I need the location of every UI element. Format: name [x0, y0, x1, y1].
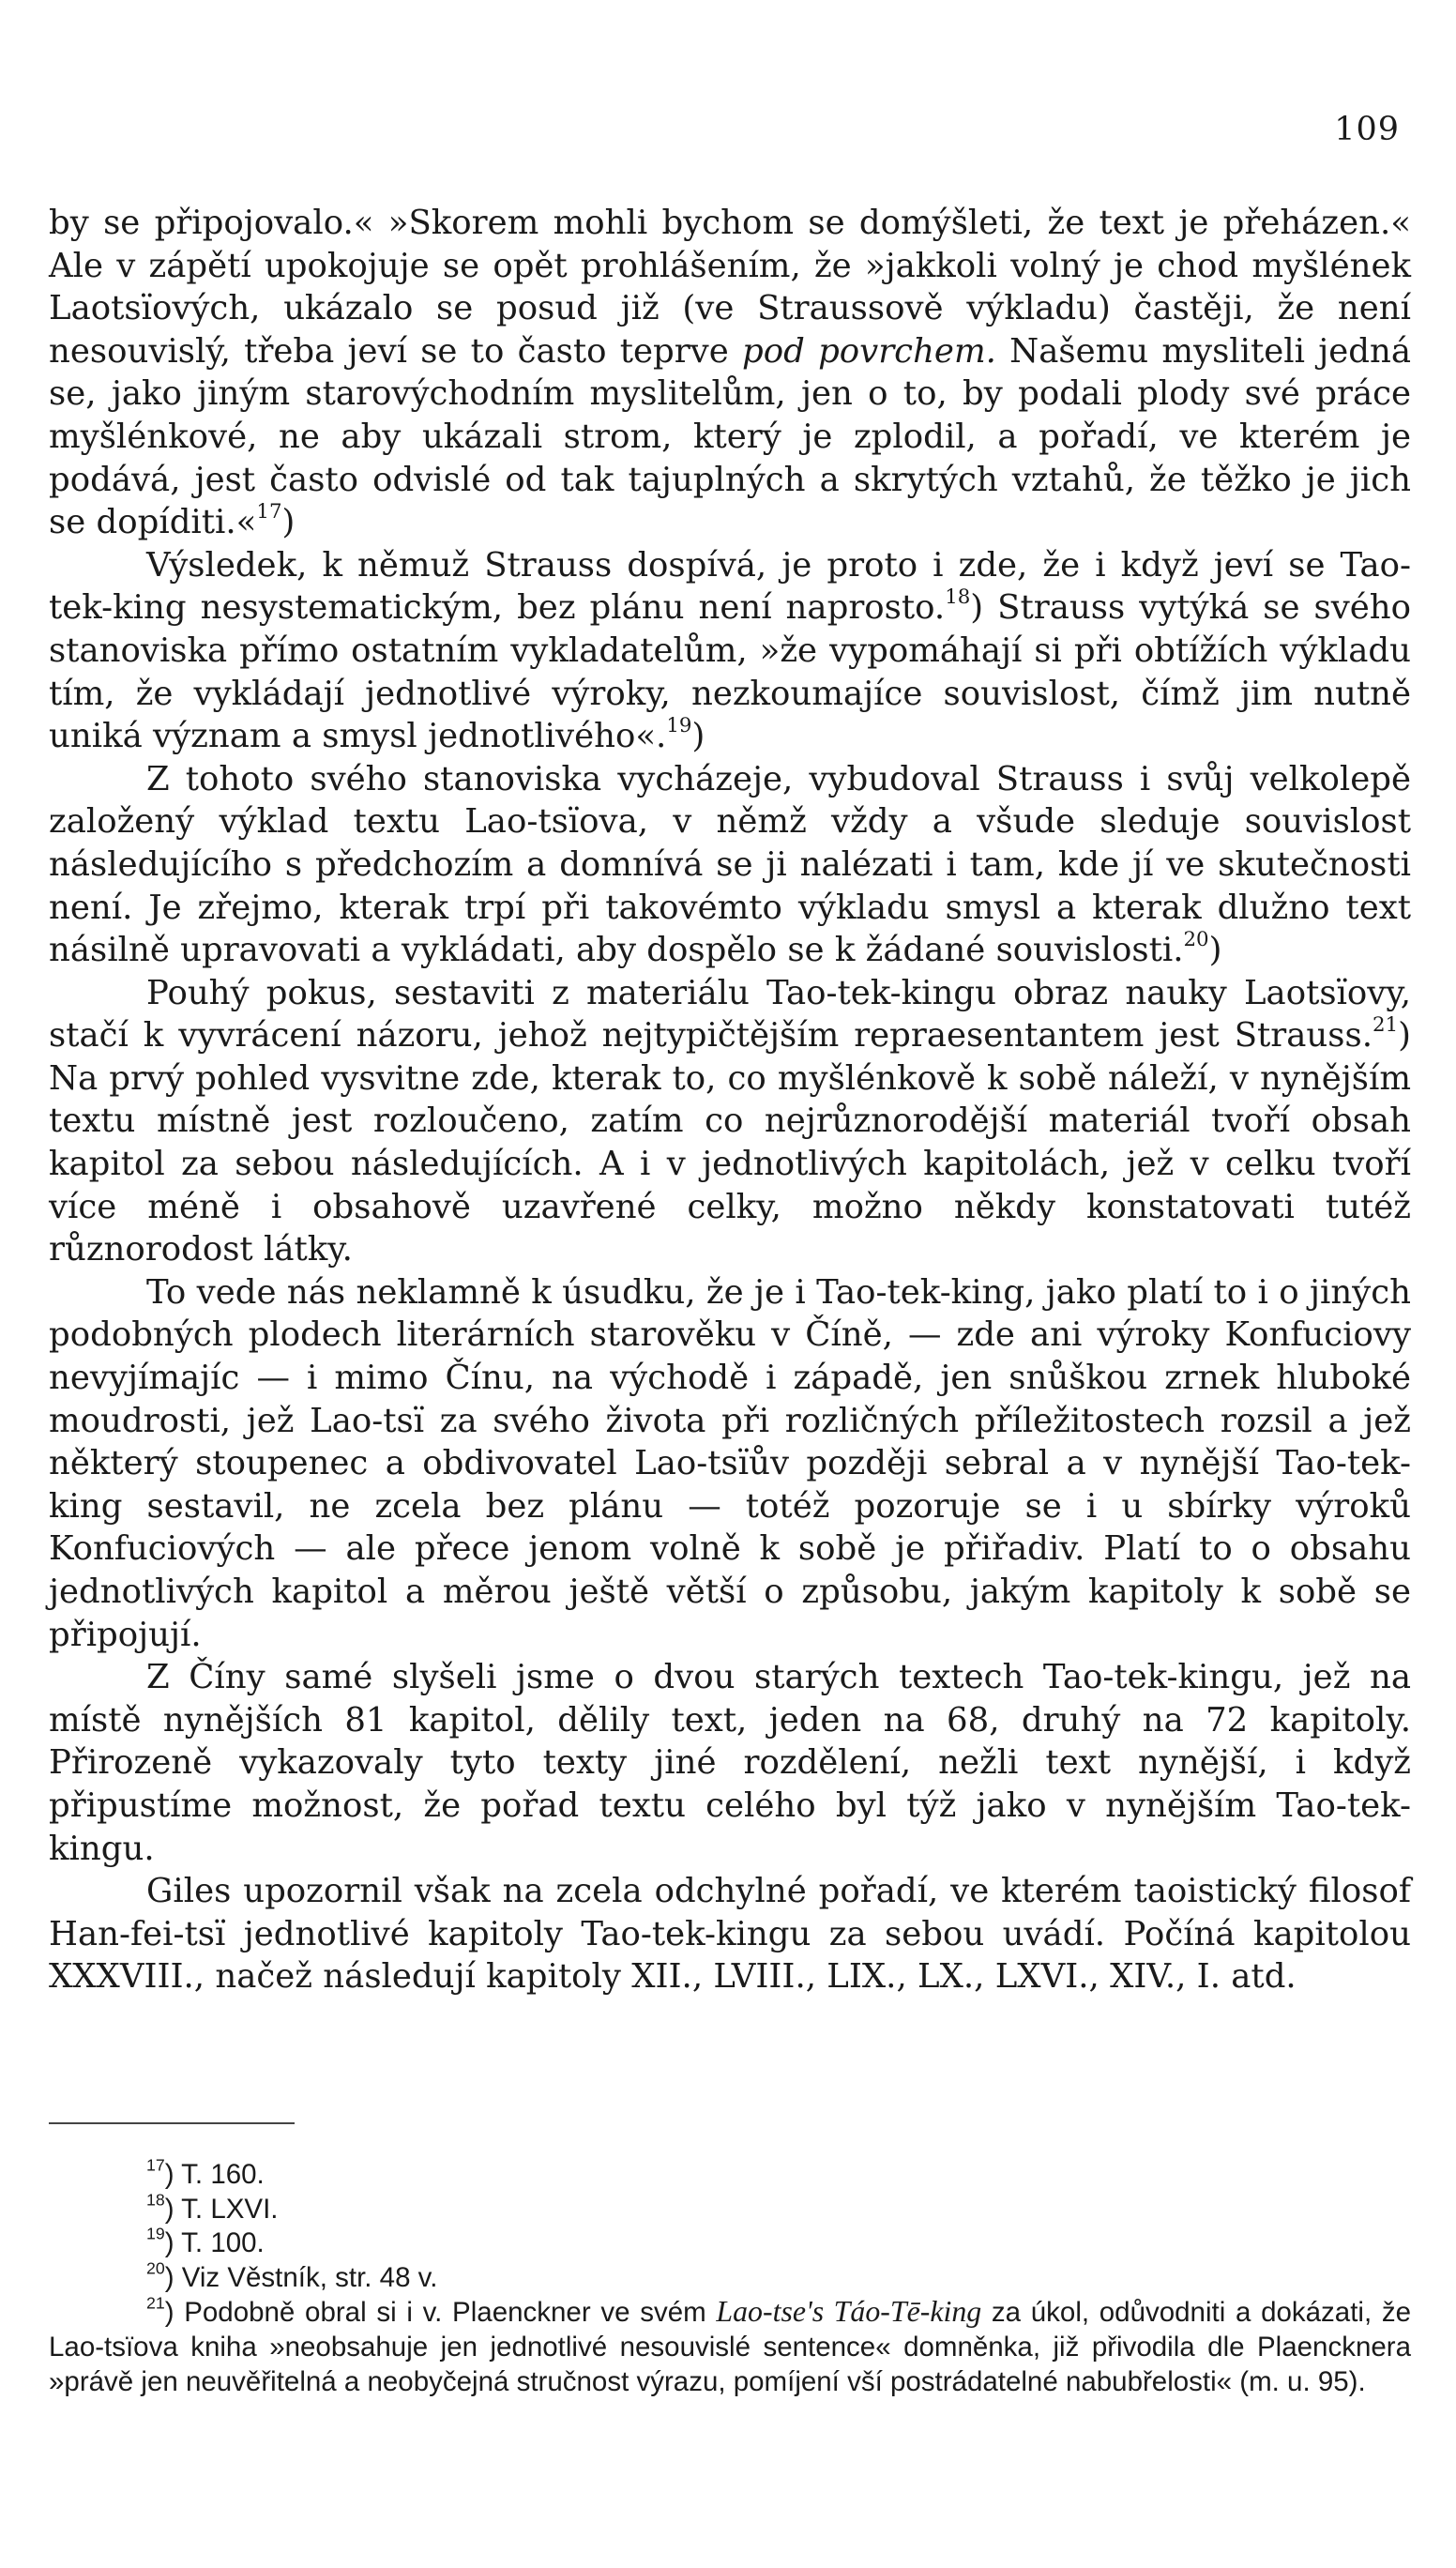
footnote-ref-paren: ) — [281, 503, 296, 542]
paragraph-text: ) Na prvý pohled vysvitne zde, kterak to, co myšlénkově k sobě náleží, v nynějším textu místně jest rozloučeno, zatím co nejrůznorodější materiál tvoří obsah kapitol za sebou následujících. A i v jednotlivých kapitolách, jež v celku tvoří více méně i obsahově uzavřené celky, možno někdy konstatovati tutéž různorodost látky. — [49, 1016, 1411, 1269]
footnote-21 — [49, 2295, 1411, 2399]
paragraph-text: To vede nás neklamně k úsudku, že je i Tao-tek-king, jako platí to i o jiných podobných plodech literárních starověku v Číně, — zde ani výroky Konfuciovy nevyjímajíc — i mimo Čínu, na východě i západě, jen snůškou zrnek hluboké moudrosti, jež Lao-tsï za svého života při rozličných příležitostech rozsil a jež některý stoupenec a obdivovatel Lao-tsïův později sebral a v nynější Tao-tek-king sestavil, ne zcela bez plánu — totéž pozoruje se i u sbírky výroků Konfuciových — ale přece jenom volně k sobě je přiřadiv. Platí to o obsahu jednotlivých kapitol a měrou ještě větší o způsobu, jakým kapitoly k sobě se připojují. — [49, 1272, 1411, 1654]
footnote-mark: 21 — [146, 2294, 165, 2314]
footnote-mark: 17 — [146, 2155, 165, 2175]
footnote-text: ) Viz Věstník, str. 48 v. — [164, 2261, 438, 2293]
paragraph-3 — [49, 758, 1411, 972]
footnote-text: ) T. 160. — [164, 2159, 265, 2190]
footnote-17 — [49, 2155, 1411, 2193]
paragraph-6 — [49, 1656, 1411, 1870]
main-text — [49, 202, 1411, 1998]
footnote-20 — [49, 2258, 1411, 2296]
footnote-ref-paren: ) — [691, 717, 705, 756]
footnote-18 — [49, 2190, 1411, 2227]
italic-emphasis: pod povrchem. — [742, 331, 996, 371]
paragraph-5 — [49, 1271, 1411, 1656]
paragraph-7 — [49, 1870, 1411, 1998]
page-number: 109 — [1334, 111, 1400, 148]
footnote-ref-20: 20 — [1183, 928, 1209, 952]
paragraph-text: Našemu mysliteli jedná se, jako jiným starovýchodním myslitelům, jen o to, by podali plody své práce myšlénkové, ne aby ukázali strom, který je zplodil, a pořadí, ve kterém je podává, jest často odvislé od tak tajuplných a skrytých vztahů, že těžko je jich se dopíditi.« — [49, 331, 1411, 542]
paragraph-4 — [49, 972, 1411, 1271]
footnote-text: ) Podobně obral si i v. Plaenckner ve svém — [164, 2297, 717, 2329]
footnote-ref-paren: ) — [1208, 931, 1222, 970]
paragraph-text: Giles upozornil však na zcela odchylné pořadí, ve kterém taoistický filosof Han-fei-tsï jednotlivé kapitoly Tao-tek-kingu za sebou uvádí. Počíná kapitolou XXXVIII., načež následují kapitoly XII., LVIII., LIX., LX., LXVI., XIV., I. atd. — [49, 1872, 1411, 1997]
footnote-mark: 18 — [146, 2190, 165, 2210]
footnote-text: za úkol, odůvodniti a dokázati, že Lao-tsïova kniha »neobsahuje jen jednotlivé nesouvislé sentence« domněnka, již přivodila dle Plaencknera »právě jen neuvěřitelná a neobyčejná stručnost výrazu, pomíjení vší postrádatelné nabubřelosti« (m. u. 95). — [49, 2297, 1412, 2397]
paragraph-text: by se připojovalo.« »Skorem mohli bychom se domýšleti, že text je přeházen.« Ale v zápětí upokojuje se opět prohlášením, že »jakkoli volný je chod myšlének Laotsïových, ukázalo se posud již (ve Straussově výkladu) častěji, že není nesouvislý, třeba jeví se to často teprve — [49, 204, 1411, 371]
footnotes — [49, 2155, 1412, 2399]
footnote-ref-21: 21 — [1373, 1013, 1399, 1038]
footnote-text: ) T. LXVI. — [164, 2193, 279, 2225]
footnote-mark: 20 — [146, 2258, 165, 2278]
paragraph-1 — [49, 202, 1411, 544]
paragraph-text: ) Strauss vytýká se svého stanoviska přímo ostatním vykladatelům, »že vypomáhají si při obtížích výkladu tím, že vykládají jednotlivé výroky, nezkoumajíce souvislost, čímž jim nutně uniká význam a smysl jednotlivého«. — [49, 588, 1411, 756]
paragraph-text: Z tohoto svého stanoviska vycházeje, vybudoval Strauss i svůj velkolepě založený výklad textu Lao-tsïova, v němž vždy a všude sleduje souvislost následujícího s předchozím a domnívá se ji nalézati i tam, kde jí ve skutečnosti není. Je zřejmo, kterak trpí při takovémto výkladu smysl a kterak dlužno text násilně upravovati a vykládati, aby dospělo se k žádané souvislosti. — [49, 759, 1411, 970]
footnote-ref-18: 18 — [945, 585, 971, 610]
paragraph-text: Pouhý pokus, sestaviti z materiálu Tao-tek-kingu obraz nauky Laotsïovy, stačí k vyvrácení názoru, jehož nejtypičtějším repraesentantem jest Strauss. — [49, 973, 1411, 1056]
footnote-19 — [49, 2226, 1411, 2261]
footnote-text: ) T. 100. — [164, 2227, 265, 2259]
footnote-ref-19: 19 — [666, 714, 692, 738]
footnote-mark: 19 — [146, 2224, 165, 2243]
book-title: Lao-tse's Táo-Tē-king — [716, 2295, 982, 2329]
paragraph-text: Výsledek, k němuž Strauss dospívá, je proto i zde, že i když jeví se Tao-tek-king nesystematickým, bez plánu není naprosto. — [49, 545, 1411, 628]
paragraph-text: Z Číny samé slyšeli jsme o dvou starých textech Tao-tek-kingu, jež na místě nynějších 81 kapitol, dělily text, jeden na 68, druhý na 72 kapitoly. Přirozeně vykazovaly tyto texty jiné rozdělení, nežli text nynější, i když připustíme možnost, že pořad textu celého byl týž jako v nynějším Tao-tek-kingu. — [49, 1658, 1411, 1868]
footnote-ref-17: 17 — [256, 500, 282, 524]
footnote-separator — [49, 2122, 295, 2124]
paragraph-2 — [49, 544, 1411, 758]
